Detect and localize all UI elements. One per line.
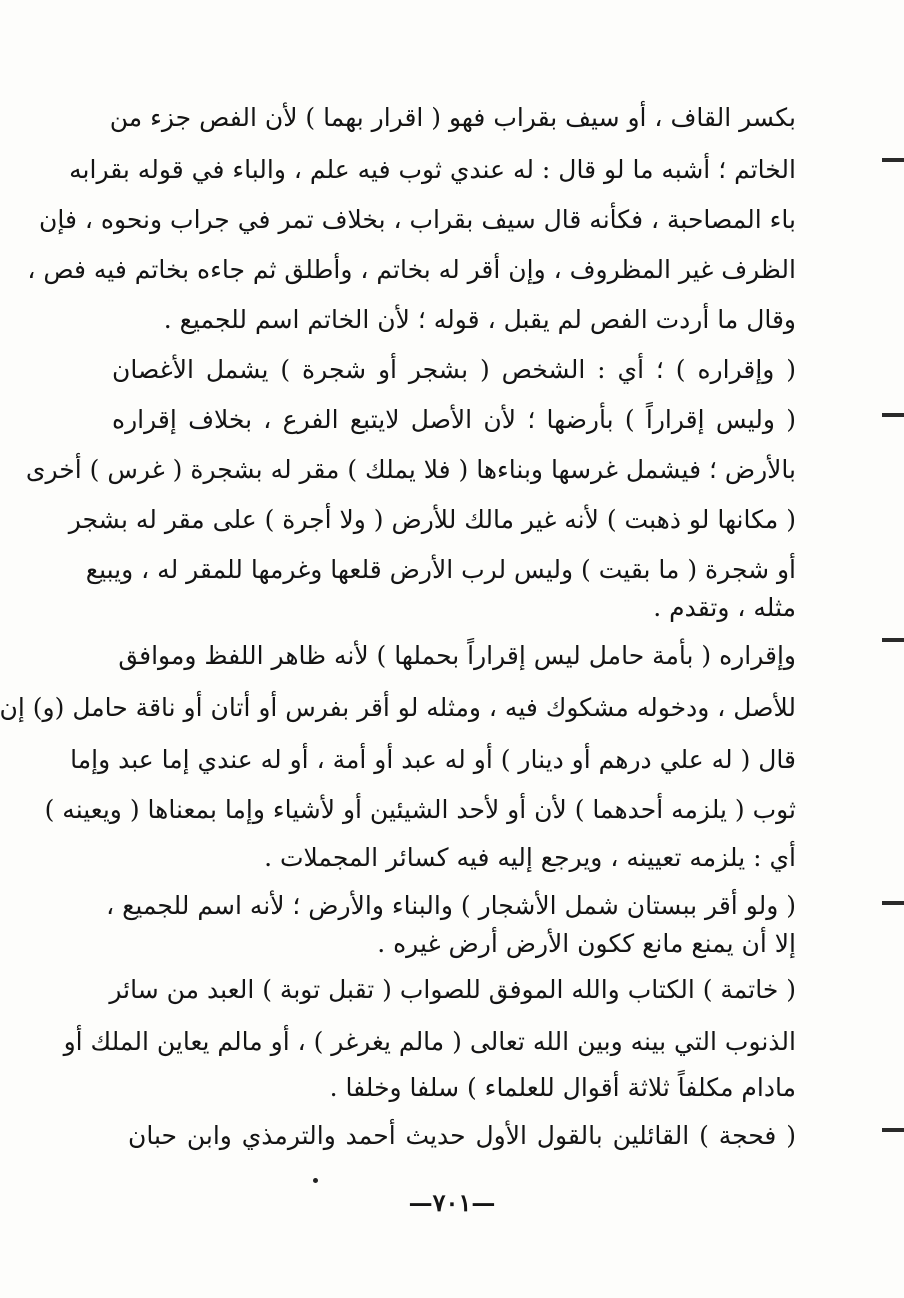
text-line-21: مادام مكلفاً ثلاثة أقوال للعلماء ) سلفا وخلفا . — [329, 1073, 796, 1102]
text-line-10: أو شجرة ( ما بقيت ) وليس لرب الأرض قلعها وغرمها للمقر له ، ويبيع — [85, 555, 796, 584]
text-line-17: ( ولو أقر ببستان شمل الأشجار ) والبناء والأرض ؛ لأنه اسم للجميع ، — [106, 891, 796, 920]
text-line-15: ثوب ( يلزمه أحدهما ) لأن أو لأحد الشيئين أو لأشياء وإما بمعناها ( ويعينه ) — [44, 795, 796, 824]
text-line-4: الظرف غير المظروف ، وإن أقر له بخاتم ، وأطلق ثم جاءه بخاتم فيه فص ، — [27, 255, 796, 284]
text-line-3: باء المصاحبة ، فكأنه قال سيف بقراب ، بخلاف تمر في جراب ونحوه ، فإن — [39, 205, 796, 234]
text-line-8: بالأرض ؛ فيشمل غرسها وبناءها ( فلا يملك ) مقر له بشجرة ( غرس ) أخرى — [25, 455, 796, 484]
text-line-12: وإقراره ( بأمة حامل ليس إقراراً بحملها ) لأنه ظاهر اللفظ وموافق — [118, 641, 796, 670]
edge-mark — [882, 1128, 904, 1132]
edge-mark — [882, 413, 904, 417]
edge-mark — [882, 901, 904, 905]
edge-mark — [882, 638, 904, 642]
text-line-1: بكسر القاف ، أو سيف بقراب فهو ( اقرار بهما ) لأن الفص جزء من — [109, 103, 796, 132]
text-line-2: الخاتم ؛ أشبه ما لو قال : له عندي ثوب فيه علم ، والباء في قوله بقرابه — [69, 155, 796, 184]
text-line-5: وقال ما أردت الفص لم يقبل ، قوله ؛ لأن الخاتم اسم للجميع . — [163, 305, 796, 334]
text-line-19: ( خاتمة ) الكتاب والله الموفق للصواب ( تقبل توبة ) العبد من سائر — [109, 975, 796, 1004]
text-line-9: ( مكانها لو ذهبت ) لأنه غير مالك للأرض ( ولا أجرة ) على مقر له بشجر — [68, 505, 796, 534]
text-line-11: مثله ، وتقدم . — [653, 593, 796, 622]
text-line-14: قال ( له علي درهم أو دينار ) أو له عبد أو أمة ، أو له عندي إما عبد وإما — [70, 745, 796, 774]
page-number: —٧٠١— — [408, 1188, 496, 1217]
text-line-22: ( فحجة ) القائلين بالقول الأول حديث أحمد والترمذي وابن حبان — [128, 1121, 796, 1150]
text-line-13: للأصل ، ودخوله مشكوك فيه ، ومثله لو أقر بفرس أو أتان أو ناقة حامل (و) إن — [0, 693, 796, 722]
text-line-18: إلا أن يمنع مانع ككون الأرض أرض غيره . — [377, 929, 796, 958]
text-line-16: أي : يلزمه تعيينه ، ويرجع إليه فيه كسائر المجملات . — [264, 843, 796, 872]
ink-dot — [313, 1178, 318, 1183]
text-line-6: ( وإقراره ) ؛ أي : الشخص ( بشجر أو شجرة ) يشمل الأغصان — [112, 355, 796, 384]
text-line-7: ( وليس إقراراً ) بأرضها ؛ لأن الأصل لايتبع الفرع ، بخلاف إقراره — [112, 405, 796, 434]
text-line-20: الذنوب التي بينه وبين الله تعالى ( مالم يغرغر ) ، أو مالم يعاين الملك أو — [63, 1027, 796, 1056]
edge-mark — [882, 158, 904, 162]
